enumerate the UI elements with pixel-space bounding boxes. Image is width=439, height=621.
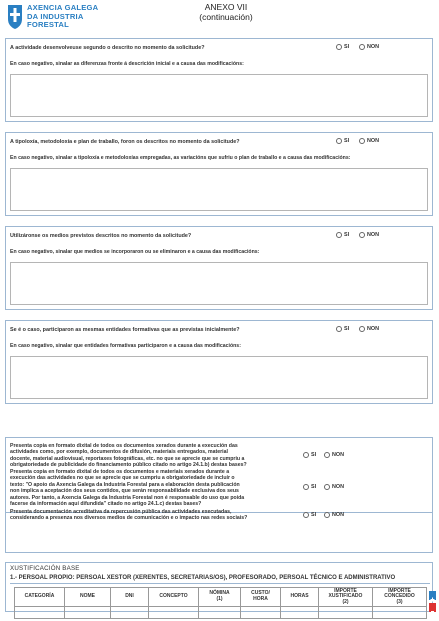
- cell-payroll[interactable]: [199, 607, 241, 619]
- followup-label-4: En caso negativo, sinalar que entidades formativas participaron e a causa das modificacións:: [10, 343, 241, 349]
- radio-yes-label: SI: [311, 484, 317, 490]
- table-row: [15, 607, 427, 619]
- radio-no-label: NON: [367, 326, 379, 332]
- radio-yes-label: SI: [344, 138, 350, 144]
- justification-subtitle: 1.- PERSOAL PROPIO: PERSOAL XESTOR (XERENTES, SECRETARIAS/OS), PROFESORADO, PERSOAL TÉCNICO E ADMINISTRATIVO: [10, 575, 396, 581]
- radio-circle-icon[interactable]: [359, 326, 365, 332]
- textarea-methodology[interactable]: [10, 168, 428, 211]
- org-line-3: FORESTAL: [27, 20, 69, 29]
- presentation-1-line-3: docente, material audiovisual, reportaxes fotográficas, etc. no que se aprecie que se cumpriu a: [10, 455, 245, 462]
- question-label-1: A actividade desenvolveuse segundo o descrito no momento da solicitude?: [10, 45, 205, 51]
- radio-yes-label: SI: [344, 232, 350, 238]
- remove-row-button[interactable]: [429, 603, 436, 612]
- radio-circle-icon[interactable]: [359, 138, 365, 144]
- radio-no-label: NON: [367, 44, 379, 50]
- cell-amount-granted[interactable]: [373, 607, 427, 619]
- radio-no-label: NON: [367, 138, 379, 144]
- radio-yes-label: SI: [311, 452, 317, 458]
- radio-no-p3[interactable]: [324, 512, 344, 518]
- presentation-2-line-2: execución das actividades no que se aprecie que se cumpriu a obrigatoriedade de incluír o: [10, 475, 235, 482]
- presentation-2-line-4: non implica a aceptación dos seus contidos, que serán responsabilidade exclusiva dos seus: [10, 488, 239, 495]
- radio-no-4[interactable]: [359, 326, 379, 332]
- followup-label-1: En caso negativo, sinalar as diferenzas fronte á descrición inicial e a causa das modificacións:: [10, 61, 244, 67]
- cell-concept[interactable]: [149, 607, 199, 619]
- cell-dni[interactable]: [111, 607, 149, 619]
- radio-circle-icon[interactable]: [303, 484, 309, 490]
- radio-yes-3[interactable]: [336, 232, 349, 238]
- radio-no-1[interactable]: [359, 44, 379, 50]
- textarea-entities[interactable]: [10, 356, 428, 399]
- followup-label-2: En caso negativo, sinalar a tipoloxía e metodoloxías empregadas, as variacións que sufriu o plan de traballo e a causa das modificacións:: [10, 155, 351, 161]
- radio-no-p2[interactable]: [324, 484, 344, 490]
- presentation-1-line-1: Presenta copia en formato dixital de todos os documentos xerados durante a execución das: [10, 443, 238, 449]
- presentation-2-text: [10, 469, 296, 507]
- radio-circle-icon[interactable]: [359, 44, 365, 50]
- col-cost-hour: CUSTO/ HORA: [241, 588, 281, 607]
- col-category: CATEGORÍA: [15, 588, 65, 607]
- question-block-4: [5, 320, 433, 404]
- radio-no-2[interactable]: [359, 138, 379, 144]
- radio-circle-icon[interactable]: [324, 512, 330, 518]
- presentation-2-line-3: texto: "O apoio da Axencia Galega da Industria Forestal para a elaboración desta publicación: [10, 481, 240, 488]
- textarea-means[interactable]: [10, 262, 428, 305]
- table-header-row: [15, 588, 427, 607]
- xunta-logo-icon: [6, 4, 24, 30]
- question-label-2: A tipoloxía, metodoloxía e plan de traballo, foron os descritos no momento da solicitude?: [10, 139, 240, 145]
- presentation-block: [5, 437, 433, 513]
- textarea-differences[interactable]: [10, 74, 428, 117]
- radio-no-3[interactable]: [359, 232, 379, 238]
- col-hours: HORAS: [281, 588, 319, 607]
- radio-yes-p3[interactable]: [303, 512, 316, 518]
- org-line-1: AXENCIA GALEGA: [27, 3, 99, 12]
- organization-name: [27, 4, 98, 30]
- radio-yes-p2[interactable]: [303, 484, 316, 490]
- presentation-3-line-1: Presenta documentación acreditativa da repercusión pública das actividades executadas,: [10, 509, 232, 515]
- followup-label-3: En caso negativo, sinalar que medios se incorporaron ou se eliminaron e a causa das modificacións:: [10, 249, 260, 255]
- question-block-3: [5, 226, 433, 310]
- question-block-2: [5, 132, 433, 216]
- presentation-1-text: [10, 443, 296, 469]
- cell-name[interactable]: [65, 607, 111, 619]
- radio-no-label: NON: [332, 452, 344, 458]
- radio-yes-label: SI: [344, 44, 350, 50]
- col-name: NOME: [65, 588, 111, 607]
- col-payroll: NÓMINA (1): [199, 588, 241, 607]
- cell-amount-justified[interactable]: [319, 607, 373, 619]
- presentation-1-line-2: actividades como, por exemplo, documentos de difusión, materiais entregados, material: [10, 449, 228, 456]
- staff-table: [14, 587, 427, 619]
- col-amount-granted: IMPORTE CONCEDIDO (3): [373, 588, 427, 607]
- annex-title: ANEXO VII: [204, 2, 248, 12]
- radio-circle-icon[interactable]: [336, 44, 342, 50]
- radio-no-p1[interactable]: [324, 452, 344, 458]
- radio-yes-2[interactable]: [336, 138, 349, 144]
- presentation-2-line-1: Presenta copia en formato dixital de todos os documentos e materiais xerados durante a: [10, 469, 230, 475]
- radio-yes-label: SI: [344, 326, 350, 332]
- org-line-2: DA INDUSTRIA: [27, 11, 84, 21]
- justification-title: XUSTIFICACIÓN BASE: [10, 565, 80, 572]
- document-title: [180, 2, 272, 22]
- cell-cost-hour[interactable]: [241, 607, 281, 619]
- radio-no-label: NON: [332, 512, 344, 518]
- question-block-1: [5, 38, 433, 122]
- radio-yes-4[interactable]: [336, 326, 349, 332]
- presentation-3-line-2: considerando a presenza nos diversos medios de comunicación e o impacto nas redes sociais?: [10, 515, 248, 522]
- presentation-2-line-6: facerse da información aquí difundida" citado no artigo 24.1.c) destas bases?: [10, 501, 202, 508]
- question-label-3: Utilizáronse os medios previstos descritos no momento da solicitude?: [10, 233, 192, 239]
- radio-yes-p1[interactable]: [303, 452, 316, 458]
- presentation-block-continued: [5, 509, 433, 553]
- question-label-4: Se é o caso, participaron as mesmas entidades formativas que as previstas inicialmente?: [10, 327, 240, 333]
- presentation-3-text: [10, 509, 296, 522]
- radio-circle-icon[interactable]: [324, 452, 330, 458]
- annex-subtitle: (continuación): [199, 12, 253, 22]
- radio-yes-1[interactable]: [336, 44, 349, 50]
- cell-category[interactable]: [15, 607, 65, 619]
- radio-no-label: NON: [332, 484, 344, 490]
- presentation-1-line-4: obrigatoriedade de publicidade do financiamento público citado no artigo 24.1.b) destas bases?: [10, 462, 247, 469]
- radio-circle-icon[interactable]: [336, 138, 342, 144]
- divider: [10, 583, 430, 584]
- radio-circle-icon[interactable]: [336, 232, 342, 238]
- radio-circle-icon[interactable]: [324, 484, 330, 490]
- col-dni: DNI: [111, 588, 149, 607]
- radio-circle-icon[interactable]: [303, 512, 309, 518]
- radio-circle-icon[interactable]: [336, 326, 342, 332]
- add-row-button[interactable]: [429, 591, 436, 600]
- radio-circle-icon[interactable]: [303, 452, 309, 458]
- col-concept: CONCEPTO: [149, 588, 199, 607]
- cell-hours[interactable]: [281, 607, 319, 619]
- radio-no-label: NON: [367, 232, 379, 238]
- presentation-2-line-5: autores. Por tanto, a Axencia Galega da Industria Forestal non é responsable do uso que poida: [10, 494, 245, 501]
- justification-block: [5, 562, 433, 612]
- radio-circle-icon[interactable]: [359, 232, 365, 238]
- col-amount-justified: IMPORTE XUSTIFICADO (2): [319, 588, 373, 607]
- radio-yes-label: SI: [311, 512, 317, 518]
